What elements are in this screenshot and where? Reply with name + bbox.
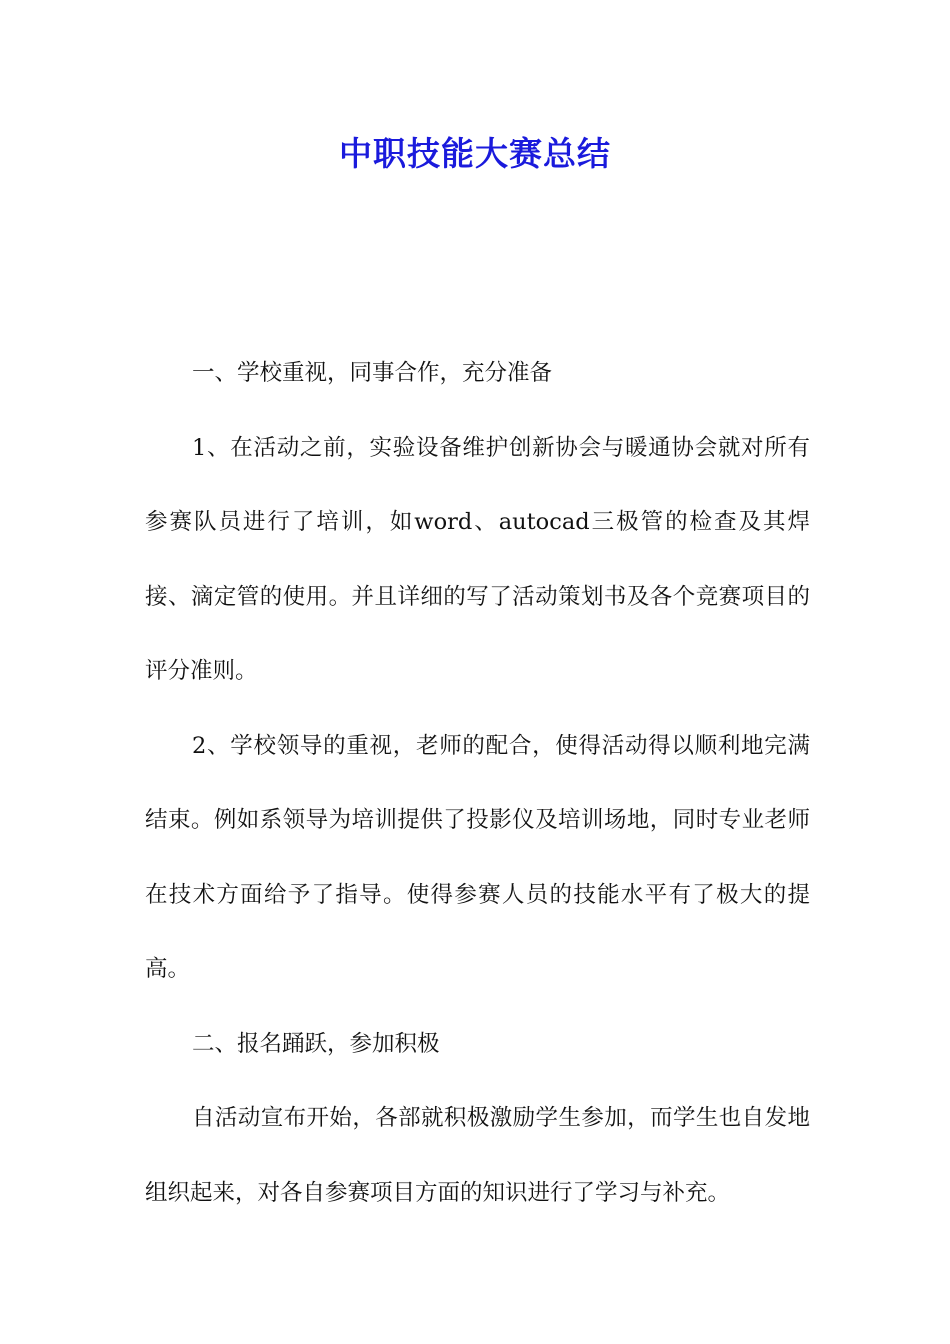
document-title: 中职技能大赛总结: [339, 134, 611, 173]
document-body: [145, 336, 810, 1230]
paragraph-3: 自活动宣布开始，各部就积极激励学生参加，而学生也自发地组织起来，对各自参赛项目方面的知识进行了学习与补充。: [145, 1105, 810, 1206]
paragraph-1: 1、在活动之前，实验设备维护创新协会与暖通协会就对所有参赛队员进行了培训，如word、autocad三极管的检查及其焊接、滴定管的使用。并且详细的写了活动策划书及各个竞赛项目的评分准则。: [145, 434, 810, 684]
section-heading-2: 二、报名踊跃，参加积极: [192, 1030, 440, 1057]
paragraph-2: 2、学校领导的重视，老师的配合，使得活动得以顺利地完满结束。例如系领导为培训提供了投影仪及培训场地，同时专业老师在技术方面给予了指导。使得参赛人员的技能水平有了极大的提高。: [145, 732, 810, 982]
section-heading-1: 一、学校重视，同事合作，充分准备: [192, 360, 553, 386]
